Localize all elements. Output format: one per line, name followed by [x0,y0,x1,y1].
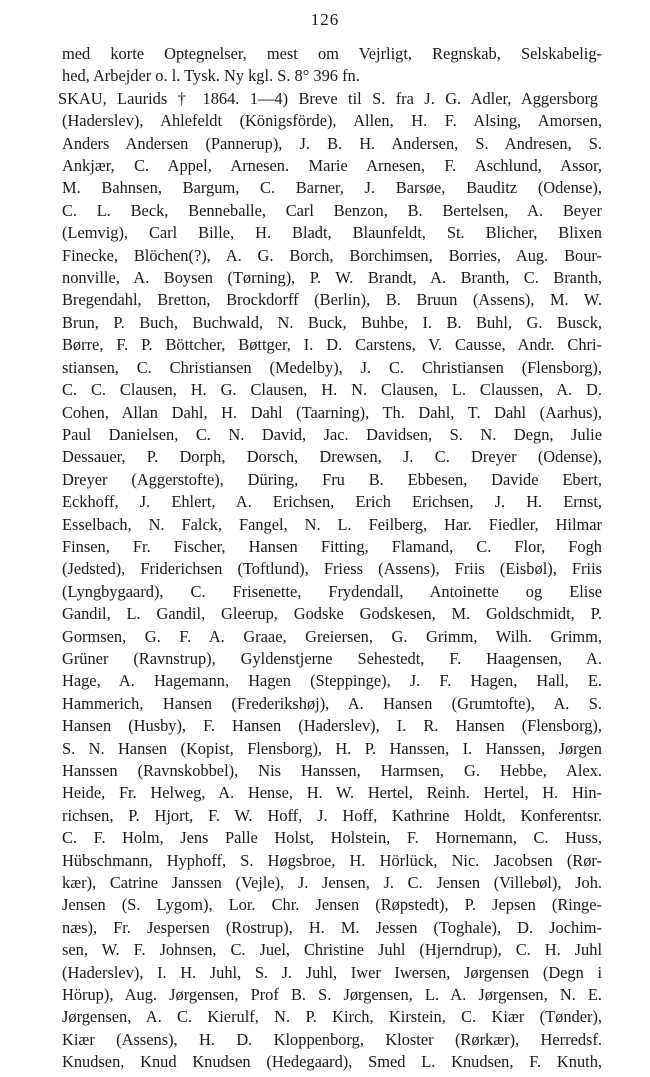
text-line: Knudsen, Knud Knudsen (Hedegaard), Smed L. Knudsen, F. Knuth, [62,1052,602,1072]
text-line: hed, Arbejder o. l. Tysk. Ny kgl. S. 8° 396 fn. [62,66,360,86]
text-line: C. F. Holm, Jens Palle Holst, Holstein, F. Hornemann, C. Huss, [62,828,602,848]
text-line: (Haderslev), I. H. Juhl, S. J. Juhl, Iwer Iwersen, Jørgensen (Degn i [62,962,602,982]
text-line: stiansen, C. Christiansen (Medelby), J. C. Christiansen (Flensborg), [62,357,602,377]
text-line: Eckhoff, J. Ehlert, A. Erichsen, Erich Erichsen, J. H. Ernst, [62,492,602,512]
text-line: Paul Danielsen, C. N. David, Jac. Davidsen, S. N. Degn, Julie [62,424,602,444]
page-body-text [58,43,602,1074]
text-line: (Lyngbygaard), C. Frisenette, Frydendall, Antoinette og Elise [62,581,602,601]
text-line: Hammerich, Hansen (Frederikshøj), A. Hansen (Grumtofte), A. S. [62,693,602,713]
text-line: Bregendahl, Bretton, Brockdorff (Berlin), B. Bruun (Assens), M. W. [62,290,602,310]
text-line: richsen, P. Hjort, F. W. Hoff, J. Hoff, Kathrine Holdt, Konferentsr. [62,805,602,825]
text-line: Børre, F. P. Böttcher, Bøttger, I. D. Carstens, V. Causse, Andr. Chri- [62,335,602,355]
text-line: med korte Optegnelser, mest om Vejrligt, Regnskab, Selskabelig- [62,44,602,63]
text-line: næs), Fr. Jespersen (Rostrup), H. M. Jessen (Toghale), D. Jochim- [62,917,602,937]
text-line: Brun, P. Buch, Buchwald, N. Buck, Buhbe, I. B. Buhl, G. Busck, [62,312,602,332]
text-line: Finecke, Blöchen(?), A. G. Borch, Borchimsen, Borries, Aug. Bour- [62,245,602,265]
text-line: Ankjær, C. Appel, Arnesen. Marie Arnesen, F. Aschlund, Assor, [62,156,602,176]
text-line: (Jedsted), Friderichsen (Toftlund), Friess (Assens), Friis (Eisbøl), Friis [62,559,602,579]
text-line: Heide, Fr. Helweg, A. Hense, H. W. Hertel, Reinh. Hertel, H. Hin- [62,783,602,803]
text-line: sen, W. F. Johnsen, C. Juel, Christine Juhl (Hjerndrup), C. H. Juhl [62,940,602,960]
text-line: Finsen, Fr. Fischer, Hansen Fitting, Flamand, C. Flor, Fogh [62,536,602,556]
text-line: (Haderslev), Ahlefeldt (Königsförde), Allen, H. F. Alsing, Amorsen, [62,111,602,131]
text-line: M. Bahnsen, Bargum, C. Barner, J. Barsøe, Bauditz (Odense), [62,178,602,198]
text-line: S. N. Hansen (Kopist, Flensborg), H. P. Hanssen, I. Hanssen, Jørgen [62,738,602,758]
text-line: nonville, A. Boysen (Tørning), P. W. Brandt, A. Branth, C. Branth, [62,268,602,288]
text-line: Kiær (Assens), H. D. Kloppenborg, Kloster (Rørkær), Herredsf. [62,1029,602,1049]
text-line: (Lemvig), Carl Bille, H. Bladt, Blaunfeldt, St. Blicher, Blixen [62,223,602,243]
text-line: kær), Catrine Janssen (Vejle), J. Jensen, J. C. Jensen (Villebøl), Joh. [62,873,602,893]
text-line: Grüner (Ravnstrup), Gyldenstjerne Sehestedt, F. Haagensen, A. [62,648,602,668]
text-line: Gormsen, G. F. A. Graae, Greiersen, G. Grimm, Wilh. Grimm, [62,626,602,646]
text-line: Esselbach, N. Falck, Fangel, N. L. Feilberg, Har. Fiedler, Hilmar [62,514,602,534]
text-line: Hage, A. Hagemann, Hagen (Steppinge), J. F. Hagen, Hall, E. [62,671,602,691]
entry-heading-line: SKAU, Laurids † 1864. 1—4) Breve til S. fra J. G. Adler, Aggersborg [58,88,598,108]
text-line: Cohen, Allan Dahl, H. Dahl (Taarning), Th. Dahl, T. Dahl (Aarhus), [62,402,602,422]
text-line: Hübschmann, Hyphoff, S. Høgsbroe, H. Hörlück, Nic. Jacobsen (Rør- [62,850,602,870]
text-line: C. C. Clausen, H. G. Clausen, H. N. Clausen, L. Claussen, A. D. [62,380,602,400]
text-line: Jørgensen, A. C. Kierulf, N. P. Kirch, Kirstein, C. Kiær (Tønder), [62,1007,602,1027]
text-line: Hansen (Husby), F. Hansen (Haderslev), I. R. Hansen (Flensborg), [62,716,602,736]
text-line: Hörup), Aug. Jørgensen, Prof B. S. Jørgensen, L. A. Jørgensen, N. E. [62,985,602,1005]
text-line: Anders Andersen (Pannerup), J. B. H. Andersen, S. Andresen, S. [62,133,602,153]
text-line: Dessauer, P. Dorph, Dorsch, Drewsen, J. C. Dreyer (Odense), [62,447,602,467]
text-line: Jensen (S. Lygom), Lor. Chr. Jensen (Røpstedt), P. Jepsen (Ringe- [62,895,602,915]
text-line: C. L. Beck, Benneballe, Carl Benzon, B. Bertelsen, A. Beyer [62,200,602,220]
page-number: 126 [310,10,340,29]
text-line: Hanssen (Ravnskobbel), Nis Hanssen, Harmsen, G. Hebbe, Alex. [62,761,602,780]
text-line: Gandil, L. Gandil, Gleerup, Godske Godskesen, M. Goldschmidt, P. [62,604,602,624]
text-line: Dreyer (Aggerstofte), Düring, Fru B. Ebbesen, Davide Ebert, [62,469,602,489]
